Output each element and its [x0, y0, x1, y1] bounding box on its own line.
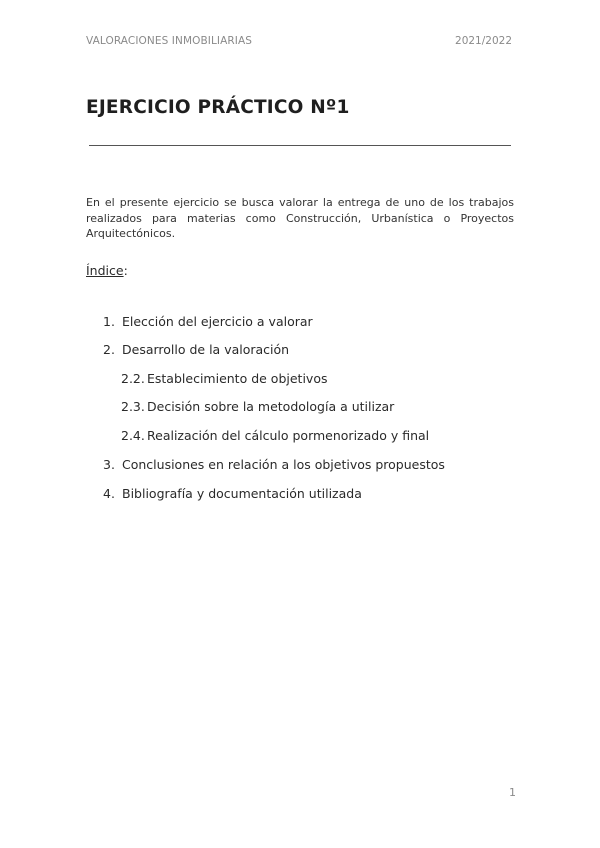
toc-item-number: 2.4.: [121, 428, 145, 443]
toc-subitem: [121, 428, 429, 443]
toc-item-text: Bibliografía y documentación utilizada: [122, 486, 362, 501]
index-heading-label: Índice: [86, 263, 124, 278]
header-course-title: VALORACIONES INMOBILIARIAS: [86, 35, 253, 47]
title-divider: [89, 145, 511, 146]
page-title: EJERCICIO PRÁCTICO Nº1: [86, 97, 350, 118]
toc-item: [103, 486, 362, 501]
toc-item-text: Elección del ejercicio a valorar: [122, 314, 313, 329]
toc-item-text: Conclusiones en relación a los objetivos propuestos: [122, 457, 445, 472]
index-heading-colon: :: [123, 263, 128, 278]
toc-item-text: Desarrollo de la valoración: [122, 342, 290, 357]
toc-item-number: 2.2.: [121, 371, 145, 386]
toc-subitem: [121, 399, 394, 414]
toc-item-number: 2.3.: [121, 399, 145, 414]
toc-item-text: Realización del cálculo pormenorizado y final: [147, 428, 430, 443]
toc-item-number: 3.: [103, 457, 115, 472]
toc-item-text: Establecimiento de objetivos: [147, 371, 328, 386]
toc-item: [103, 342, 289, 357]
toc-subitem: [121, 371, 327, 386]
toc-item-number: 4.: [103, 486, 115, 501]
header-academic-year: 2021/2022: [455, 35, 512, 47]
toc-item: [103, 314, 313, 329]
toc-item-text: Decisión sobre la metodología a utilizar: [147, 399, 395, 414]
toc-item-number: 1.: [103, 314, 115, 329]
page-number: 1: [509, 786, 516, 799]
index-heading: [86, 263, 128, 278]
toc-item-number: 2.: [103, 342, 115, 357]
toc-item: [103, 457, 445, 472]
intro-paragraph: En el presente ejercicio se busca valorar la entrega de uno de los trabajos realizados para materias como Construcción, Urbanística o Proyectos Arquitectónicos.: [86, 196, 514, 240]
